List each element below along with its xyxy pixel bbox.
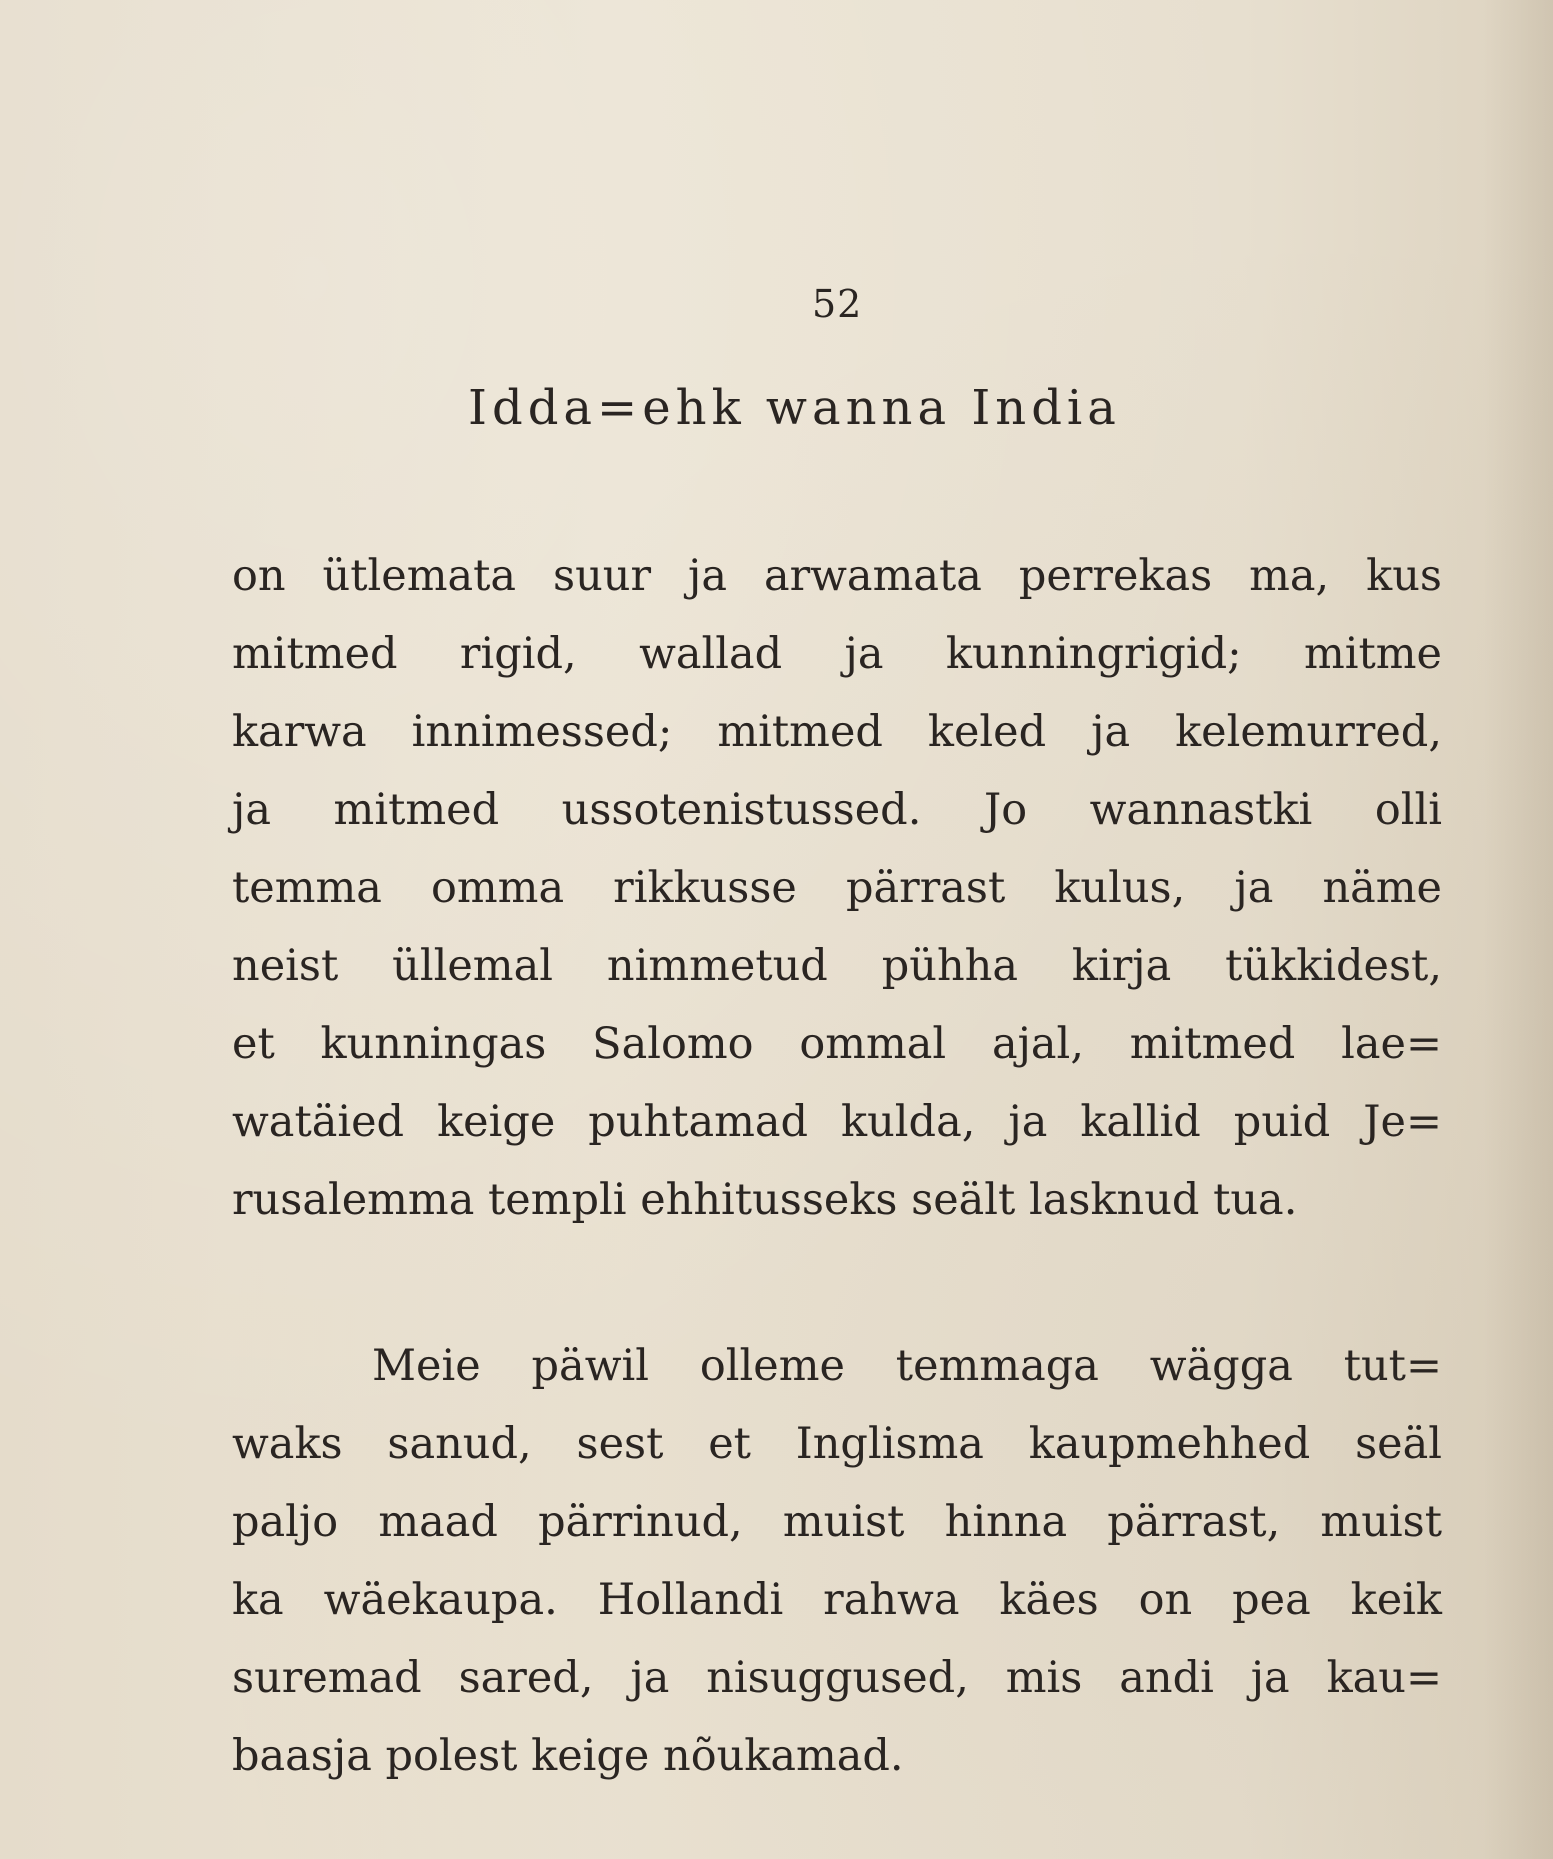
text-line: et kunningas Salomo ommal ajal, mitmed lae= <box>232 1019 1442 1069</box>
text-line: Meie päwil olleme temmaga wägga tut= <box>372 1341 1442 1391</box>
text-line: on ütlemata suur ja arwamata perrekas ma, kus <box>232 551 1442 601</box>
text-line: baasja polest keige nõukamad. <box>232 1731 904 1781</box>
text-line: temma omma rikkusse pärrast kulus, ja näme <box>232 863 1442 913</box>
text-line: watäied keige puhtamad kulda, ja kallid puid Je= <box>232 1097 1442 1147</box>
page-edge-shadow <box>1483 0 1553 1859</box>
text-line: ka wäekaupa. Hollandi rahwa käes on pea keik <box>232 1575 1442 1625</box>
text-line: rusalemma templi ehhitusseks seält lasknud tua. <box>232 1175 1298 1225</box>
text-line: mitmed rigid, wallad ja kunningrigid; mitme <box>232 629 1442 679</box>
text-line: karwa innimessed; mitmed keled ja kelemurred, <box>232 707 1442 757</box>
text-line: waks sanud, sest et Inglisma kaupmehhed seäl <box>232 1419 1442 1469</box>
text-line: ja mitmed ussotenistussed. Jo wannastki olli <box>232 785 1442 835</box>
paragraph-2 <box>232 1327 1442 1795</box>
running-head: Idda=ehk wanna India <box>468 380 1121 436</box>
page-number: 52 <box>812 282 863 326</box>
paragraph-1 <box>232 537 1442 1239</box>
text-line: paljo maad pärrinud, muist hinna pärrast, muist <box>232 1497 1442 1547</box>
text-line: neist üllemal nimmetud pühha kirja tükkidest, <box>232 941 1442 991</box>
text-line: suremad sared, ja nisuggused, mis andi ja kau= <box>232 1653 1442 1703</box>
